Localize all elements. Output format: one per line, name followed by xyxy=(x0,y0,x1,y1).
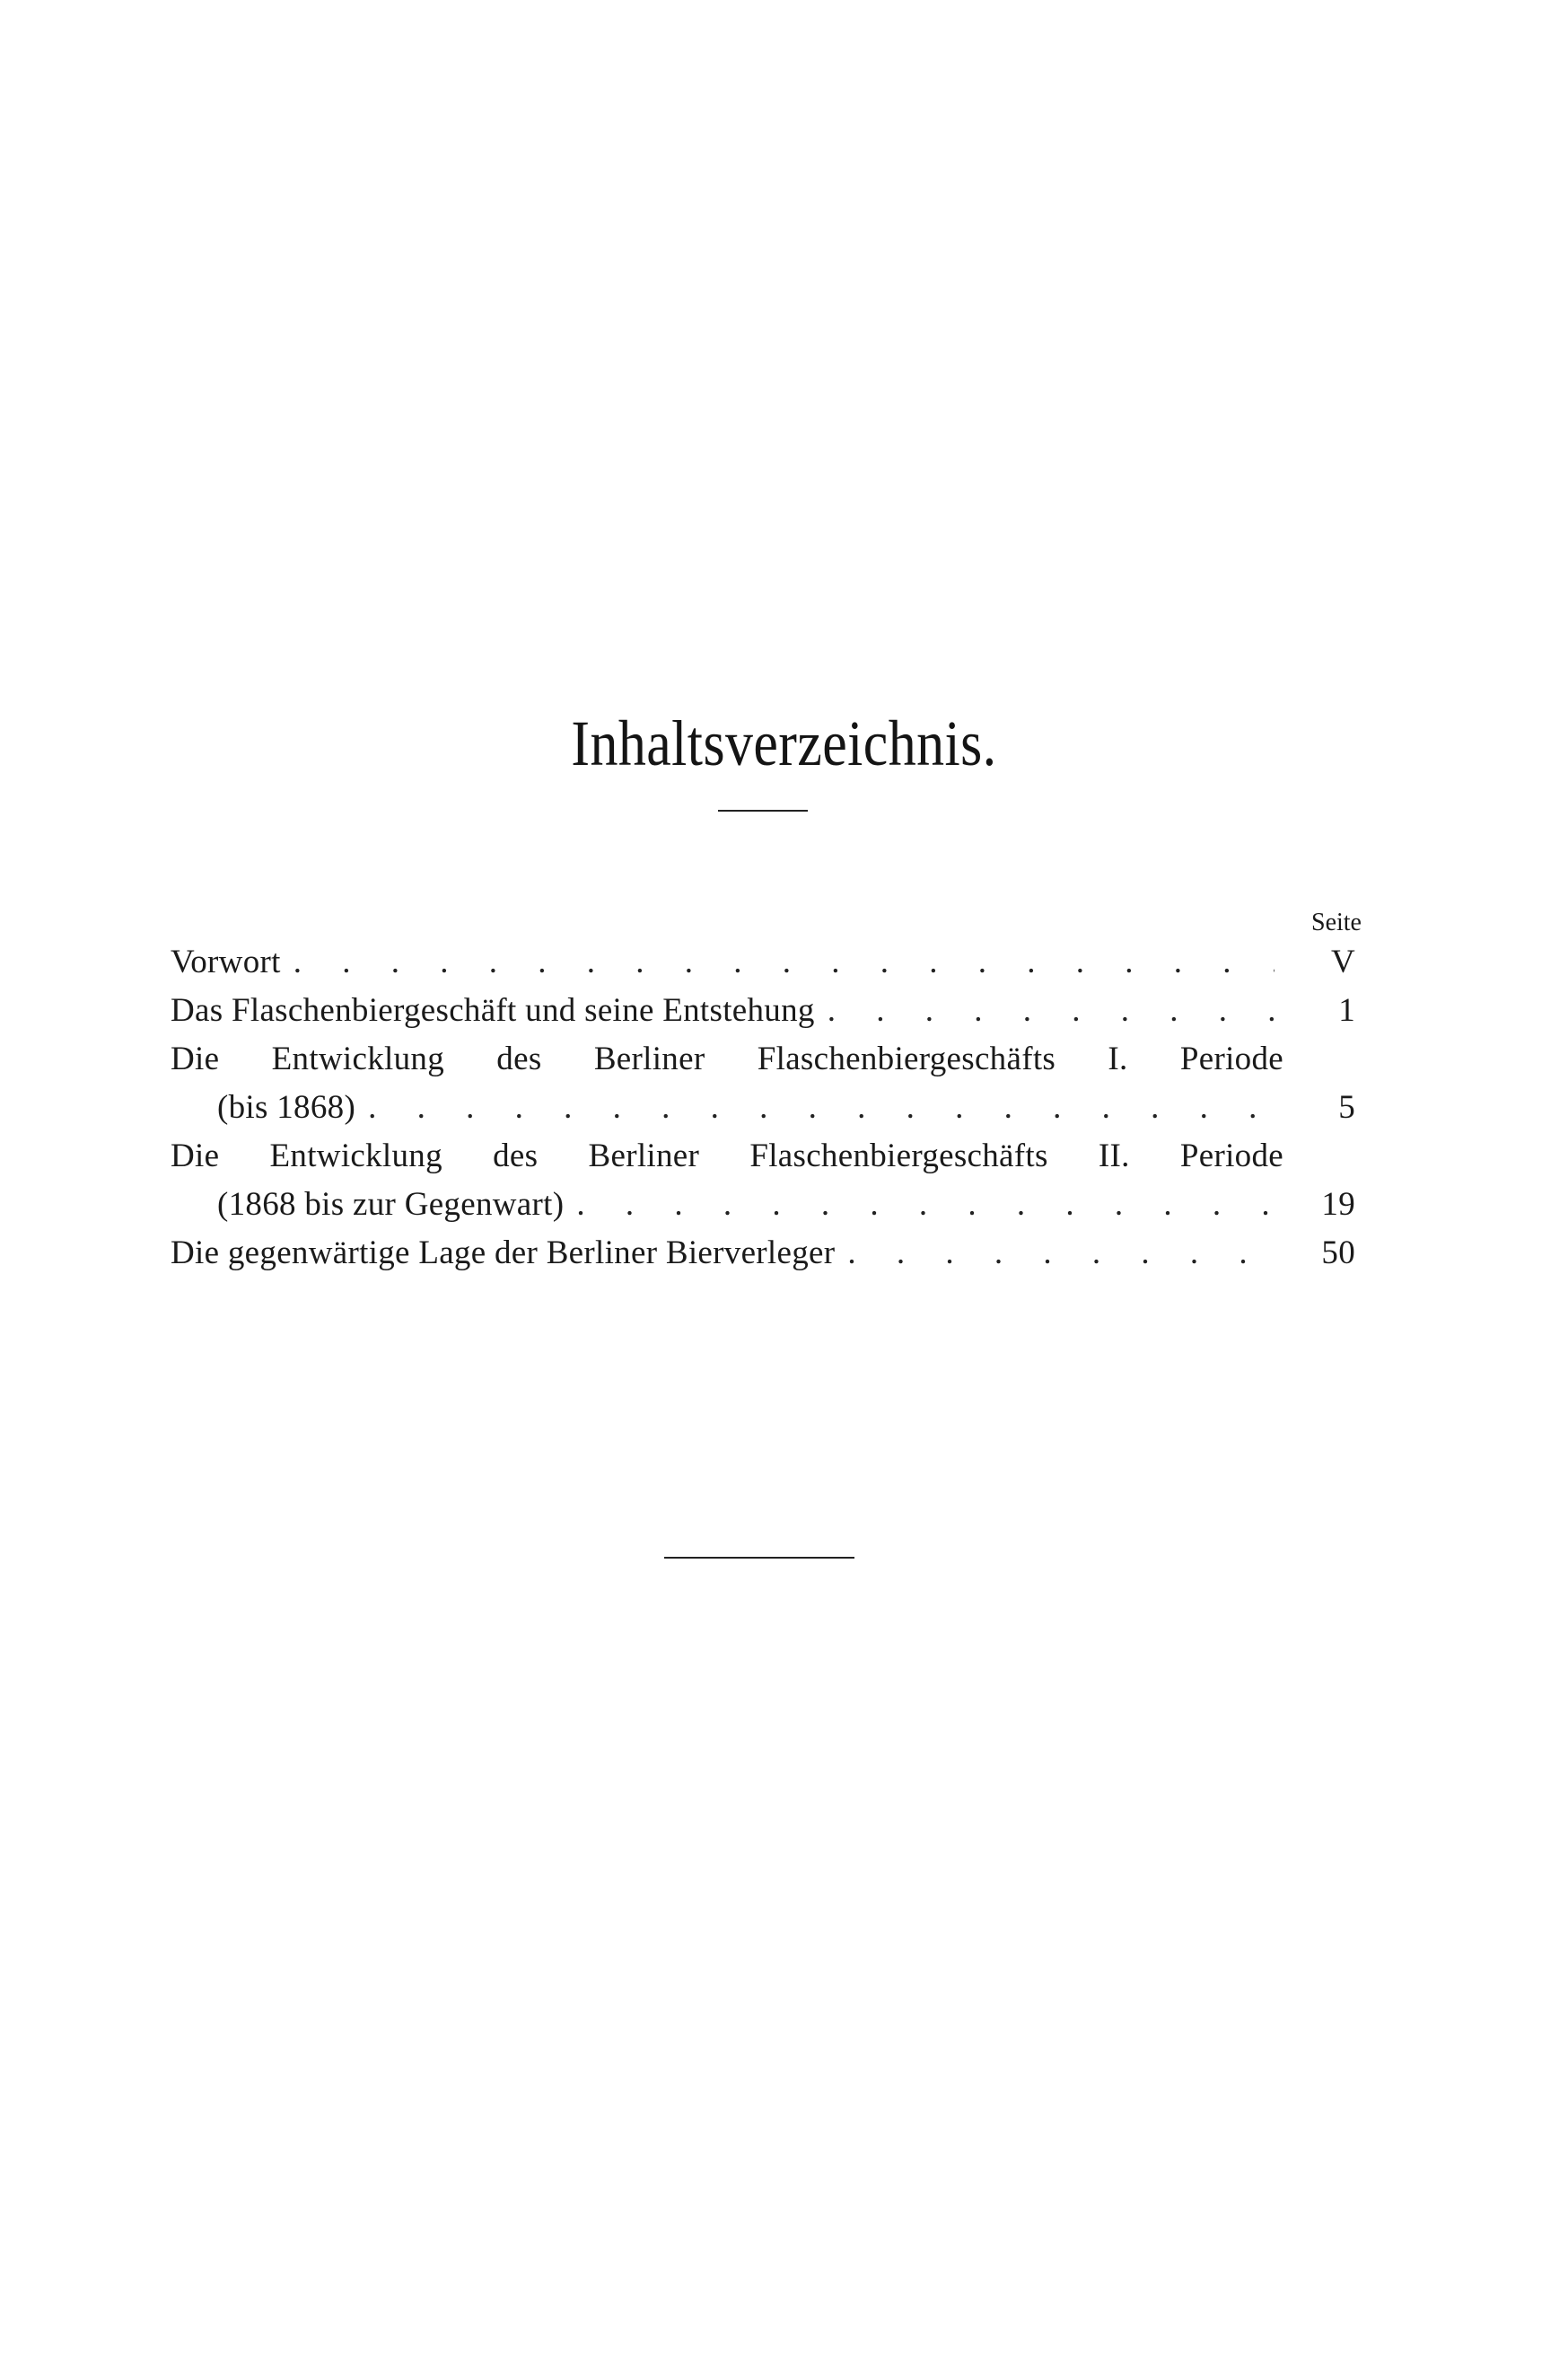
toc-page-number: 19 xyxy=(1321,1186,1355,1223)
toc-entry-entwicklung-periode-1[interactable] xyxy=(171,1035,1355,1132)
title-divider xyxy=(718,810,808,812)
toc-page-number: 1 xyxy=(1338,992,1355,1029)
closing-divider xyxy=(664,1557,854,1559)
page-column-header: Seite xyxy=(1311,909,1362,936)
page-title: Inhaltsverzeichnis. xyxy=(571,707,997,780)
toc-page-number: 50 xyxy=(1321,1234,1355,1271)
table-of-contents xyxy=(171,938,1355,1278)
toc-entry-title: Die Entwicklung des Berliner Flaschenbiergeschäfts I. Periode xyxy=(171,1041,1283,1077)
toc-entry-subtitle: (bis 1868) xyxy=(217,1089,356,1126)
toc-entry-title: Die gegenwärtige Lage der Berliner Bierverleger xyxy=(171,1234,836,1271)
toc-entry-title: Die Entwicklung des Berliner Flaschenbiergeschäfts II. Periode xyxy=(171,1138,1283,1174)
dot-leader xyxy=(293,938,1275,987)
dot-leader xyxy=(576,1181,1275,1229)
toc-entry-gegenwaertige-lage[interactable] xyxy=(171,1229,1355,1278)
toc-entry-title: Vorwort xyxy=(171,944,281,980)
dot-leader xyxy=(828,987,1275,1035)
toc-entry-subtitle: (1868 bis zur Gegenwart) xyxy=(217,1186,565,1223)
dot-leader xyxy=(368,1084,1275,1132)
toc-entry-entwicklung-periode-2[interactable] xyxy=(171,1132,1355,1229)
toc-entry-title: Das Flaschenbiergeschäft und seine Entstehung xyxy=(171,992,815,1029)
toc-entry-vorwort[interactable] xyxy=(171,938,1355,987)
toc-page-number: 5 xyxy=(1338,1089,1355,1126)
toc-entry-flaschenbiergeschaeft[interactable] xyxy=(171,987,1355,1035)
toc-page-number: V xyxy=(1330,944,1355,980)
dot-leader xyxy=(847,1229,1275,1278)
